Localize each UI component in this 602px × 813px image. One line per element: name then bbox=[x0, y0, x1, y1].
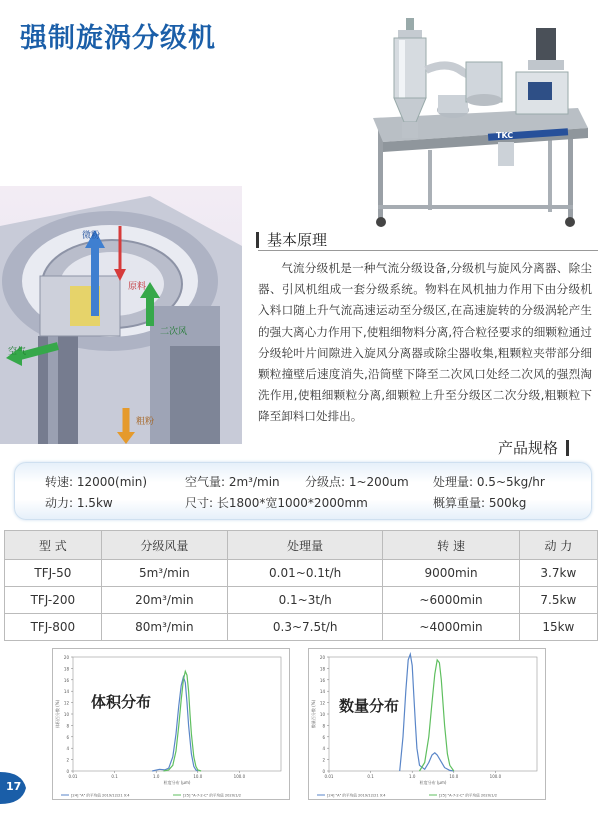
spec-capacity: 处理量: 0.5~5kg/hr bbox=[433, 475, 545, 489]
y-tick-label: 14 bbox=[319, 689, 325, 695]
table-header: 处理量 bbox=[227, 531, 382, 560]
table-cell: 0.01~0.1t/h bbox=[227, 560, 382, 587]
y-tick-label: 18 bbox=[319, 666, 325, 672]
y-tick-label: 2 bbox=[322, 757, 325, 763]
chart-title: 数量分布 bbox=[339, 697, 400, 715]
table-cell: TFJ-800 bbox=[5, 614, 102, 641]
machine-photo bbox=[368, 0, 598, 230]
table-cell: 7.5kw bbox=[519, 587, 597, 614]
classifier-diagram bbox=[0, 186, 242, 444]
y-tick-label: 2 bbox=[66, 757, 69, 763]
y-tick-label: 18 bbox=[63, 666, 69, 672]
table-header: 型 式 bbox=[5, 531, 102, 560]
y-tick-label: 20 bbox=[63, 655, 69, 660]
y-tick-label: 4 bbox=[66, 746, 69, 752]
chart-title: 体积分布 bbox=[91, 693, 152, 711]
spec-power: 动力: 1.5kw bbox=[45, 496, 113, 510]
x-tick-label: 1.0 bbox=[153, 774, 160, 779]
table-cell: ~6000min bbox=[383, 587, 519, 614]
y-tick-label: 14 bbox=[63, 689, 69, 695]
number-distribution-chart bbox=[308, 648, 546, 800]
page-number: 17 bbox=[6, 780, 22, 793]
y-tick-label: 20 bbox=[319, 655, 325, 660]
table-cell: 3.7kw bbox=[519, 560, 597, 587]
y-tick-label: 12 bbox=[319, 700, 325, 706]
spec-heading: 产品规格 bbox=[498, 440, 569, 456]
table-cell: 15kw bbox=[519, 614, 597, 641]
x-tick-label: 0.1 bbox=[367, 774, 374, 779]
chart-canvas bbox=[309, 649, 547, 801]
x-tick-label: 10.0 bbox=[193, 774, 203, 779]
y-tick-label: 16 bbox=[63, 677, 69, 683]
table-row bbox=[5, 614, 598, 641]
table-header-row bbox=[5, 531, 598, 560]
y-axis-label: 体积百分数 (%) bbox=[55, 699, 60, 729]
plot-frame bbox=[73, 657, 281, 771]
y-axis-label: 数量百分数 (%) bbox=[311, 699, 316, 729]
chart-canvas bbox=[53, 649, 291, 801]
table-row bbox=[5, 587, 598, 614]
x-tick-label: 10.0 bbox=[449, 774, 459, 779]
diagram-label-air: 空气 bbox=[8, 347, 27, 357]
x-tick-label: 0.01 bbox=[324, 774, 334, 779]
legend-entry: [24] "A" 的平均值 2019/12/21 9:4 bbox=[71, 793, 130, 798]
table-cell: 20m³/min bbox=[101, 587, 227, 614]
spec-speed: 转速: 12000(min) bbox=[45, 475, 148, 489]
y-tick-label: 0 bbox=[322, 769, 325, 774]
y-tick-label: 8 bbox=[322, 723, 325, 729]
table-cell: 80m³/min bbox=[101, 614, 227, 641]
table-cell: 0.1~3t/h bbox=[227, 587, 382, 614]
table-cell: 0.3~7.5t/h bbox=[227, 614, 382, 641]
x-tick-label: 1.0 bbox=[409, 774, 416, 779]
table-header: 转 速 bbox=[383, 531, 519, 560]
diagram-label-second-air: 二次风 bbox=[160, 327, 188, 337]
spec-cut-point: 分级点: 1~200um bbox=[305, 475, 409, 489]
x-tick-label: 0.01 bbox=[68, 774, 78, 779]
diagram-label-fine: 微粉 bbox=[82, 231, 101, 241]
x-tick-label: 100.0 bbox=[233, 774, 246, 779]
principle-heading: 基本原理 bbox=[256, 232, 327, 248]
legend-entry: [25] "A-7-2-C" 的平均值 2020/1/2 bbox=[183, 793, 241, 798]
legend-entry: [25] "A-7-2-C" 的平均值 2020/1/2 bbox=[439, 793, 497, 798]
spec-air: 空气量: 2m³/min bbox=[185, 475, 280, 489]
spec-summary-box bbox=[14, 462, 592, 520]
series-line-a-7-2-c bbox=[164, 671, 202, 771]
legend-entry: [24] "A" 的平均值 2019/12/21 9:4 bbox=[327, 793, 386, 798]
y-tick-label: 8 bbox=[66, 723, 69, 729]
x-tick-label: 100.0 bbox=[489, 774, 502, 779]
y-tick-label: 4 bbox=[322, 746, 325, 752]
y-tick-label: 10 bbox=[319, 712, 325, 717]
y-tick-label: 0 bbox=[66, 769, 69, 774]
table-cell: TFJ-50 bbox=[5, 560, 102, 587]
x-axis-label: 粒度分布 (μm) bbox=[419, 780, 447, 785]
series-line-a bbox=[400, 654, 454, 771]
machine-brand-label: TKC bbox=[496, 131, 514, 140]
principle-divider bbox=[258, 250, 598, 251]
spec-weight: 概算重量: 500kg bbox=[433, 496, 527, 510]
table-cell: ~4000min bbox=[383, 614, 519, 641]
x-axis-label: 粒度分布 (μm) bbox=[163, 780, 191, 785]
y-tick-label: 12 bbox=[63, 700, 69, 706]
table-header: 动 力 bbox=[519, 531, 597, 560]
y-tick-label: 10 bbox=[63, 712, 69, 717]
spec-size: 尺寸: 长1800*宽1000*2000mm bbox=[185, 496, 368, 510]
volume-distribution-chart bbox=[52, 648, 290, 800]
y-tick-label: 16 bbox=[319, 677, 325, 683]
table-cell: 9000min bbox=[383, 560, 519, 587]
y-tick-label: 6 bbox=[322, 734, 325, 740]
table-cell: 5m³/min bbox=[101, 560, 227, 587]
diagram-label-material: 原料 bbox=[128, 282, 147, 292]
page-title: 强制旋涡分级机 bbox=[20, 23, 216, 54]
diagram-label-coarse: 粗粉 bbox=[136, 417, 155, 427]
table-header: 分级风量 bbox=[101, 531, 227, 560]
model-spec-table bbox=[4, 530, 598, 641]
table-row bbox=[5, 560, 598, 587]
table-cell: TFJ-200 bbox=[5, 587, 102, 614]
y-tick-label: 6 bbox=[66, 734, 69, 740]
principle-text: 气流分级机是一种气流分级设备,分级机与旋风分离器、除尘器、引风机组成一套分级系统。物料在风机抽力作用下由分级机入料口随上升气流高速运动至分级区,在高速旋转的分级涡轮产生的强大离心力作用下,使粗细物料分离,符合粒径要求的细颗粒通过分级轮叶片间隙进入旋风分离器或除尘器收集,粗颗粒夹带部分细颗粒撞壁后速度消失,沿筒壁下降至二次风口处经二次风的强烈淘洗作用,使粗细颗粒分离,细颗粒上升至分级区二次分级,粗颗粒下降至卸料口处排出。 bbox=[258, 261, 592, 424]
x-tick-label: 0.1 bbox=[111, 774, 118, 779]
